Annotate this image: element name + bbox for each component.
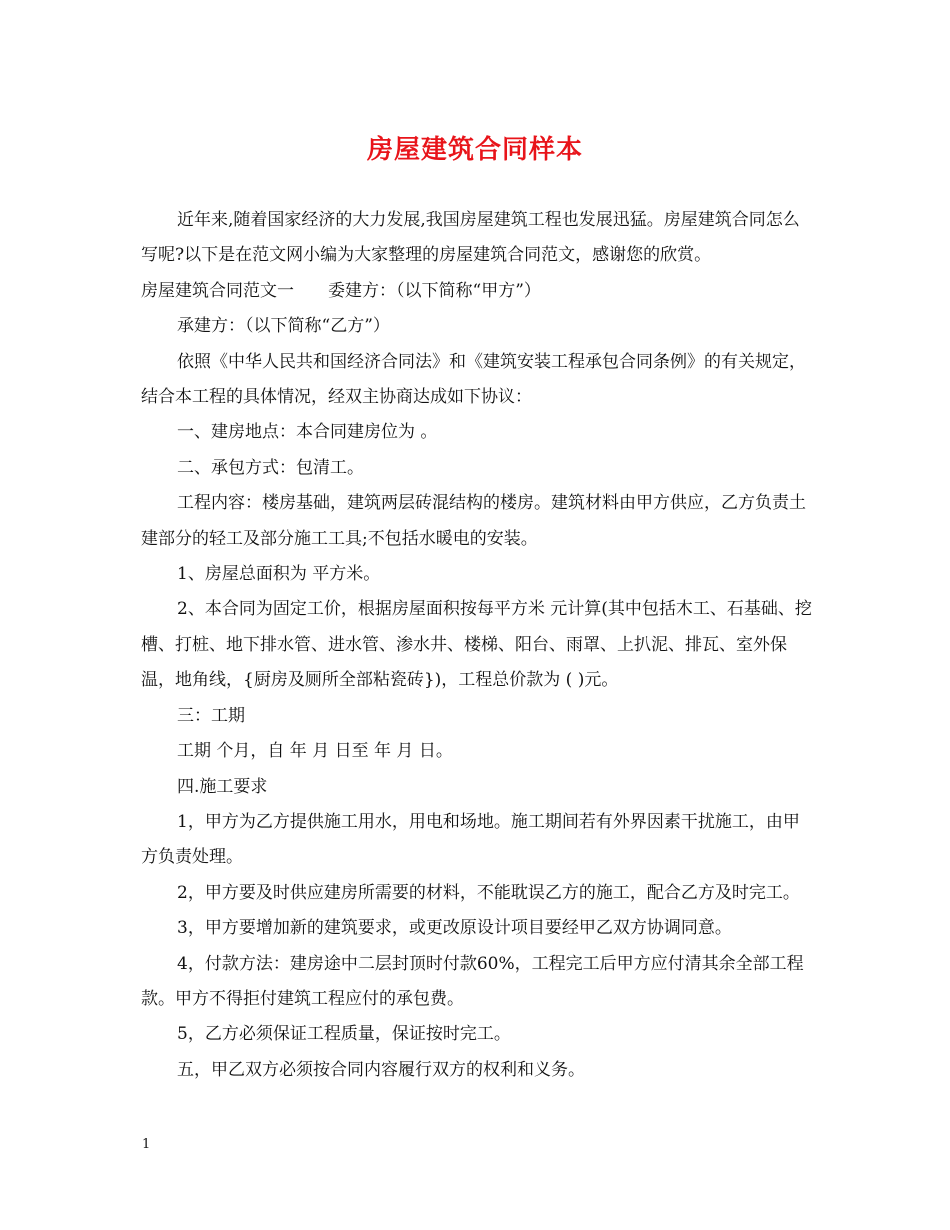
paragraph-schedule: 工期 个月，自 年 月 日至 年 月 日。: [177, 741, 453, 762]
paragraph-contract-method: 二、承包方式：包清工。: [177, 457, 364, 478]
paragraph-area: 1、房屋总面积为 平方米。: [177, 564, 381, 585]
paragraph-contract-sample-one: 房屋建筑合同范文一 委建方：（以下简称“甲方”）: [141, 280, 541, 301]
paragraph-location: 一、建房地点：本合同建房位为 。: [177, 422, 438, 443]
paragraph-contractor: 承建方：（以下简称“乙方”）: [177, 316, 390, 337]
page-number: 1: [142, 1137, 151, 1152]
document-title: 房屋建筑合同样本: [366, 135, 583, 165]
paragraph-requirement-1: 1，甲方为乙方提供施工用水，用电和场地。施工期间若有外界因素干扰施工，由甲方负责处理。: [141, 811, 800, 868]
paragraph-requirement-3: 3，甲方要增加新的建筑要求，或更改原设计项目要经甲乙双方协调同意。: [177, 918, 732, 939]
paragraph-schedule-heading: 三：工期: [177, 705, 245, 726]
document-body: [141, 203, 813, 1088]
paragraph-fixed-price: 2、本合同为固定工价，根据房屋面积按每平方米 元计算(其中包括木工、石基础、挖槽、打桩、地下排水管、进水管、渗水井、楼梯、阳台、雨罩、上扒泥、排瓦、室外保温，地角线，{厨房及厕所全部粘瓷砖})，工程总价款为 ( )元。: [141, 599, 812, 691]
paragraph-requirement-5: 5，乙方必须保证工程质量，保证按时完工。: [177, 1024, 511, 1045]
paragraph-requirement-4: 4，付款方法：建房途中二层封顶时付款60%，工程完工后甲方应付清其余全部工程款。甲方不得拒付建筑工程应付的承包费。: [141, 953, 804, 1009]
paragraph-requirement-2: 2，甲方要及时供应建房所需要的材料，不能耽误乙方的施工，配合乙方及时完工。: [177, 882, 800, 903]
paragraph-rights-obligations: 五，甲乙双方必须按合同内容履行双方的权利和义务。: [177, 1059, 585, 1080]
paragraph-intro: 近年来,随着国家经济的大力发展,我国房屋建筑工程也发展迅猛。房屋建筑合同怎么写呢?以下是在范文网小编为大家整理的房屋建筑合同范文，感谢您的欣赏。: [141, 210, 800, 266]
paragraph-legal-basis: 依照《中华人民共和国经济合同法》和《建筑安装工程承包合同条例》的有关规定，结合本工程的具体情况，经双主协商达成如下协议：: [141, 351, 806, 408]
paragraph-project-content: 工程内容：楼房基础，建筑两层砖混结构的楼房。建筑材料由甲方供应，乙方负责土建部分的轻工及部分施工工具;不包括水暖电的安装。: [141, 493, 806, 549]
paragraph-requirements-heading: 四.施工要求: [177, 776, 268, 797]
